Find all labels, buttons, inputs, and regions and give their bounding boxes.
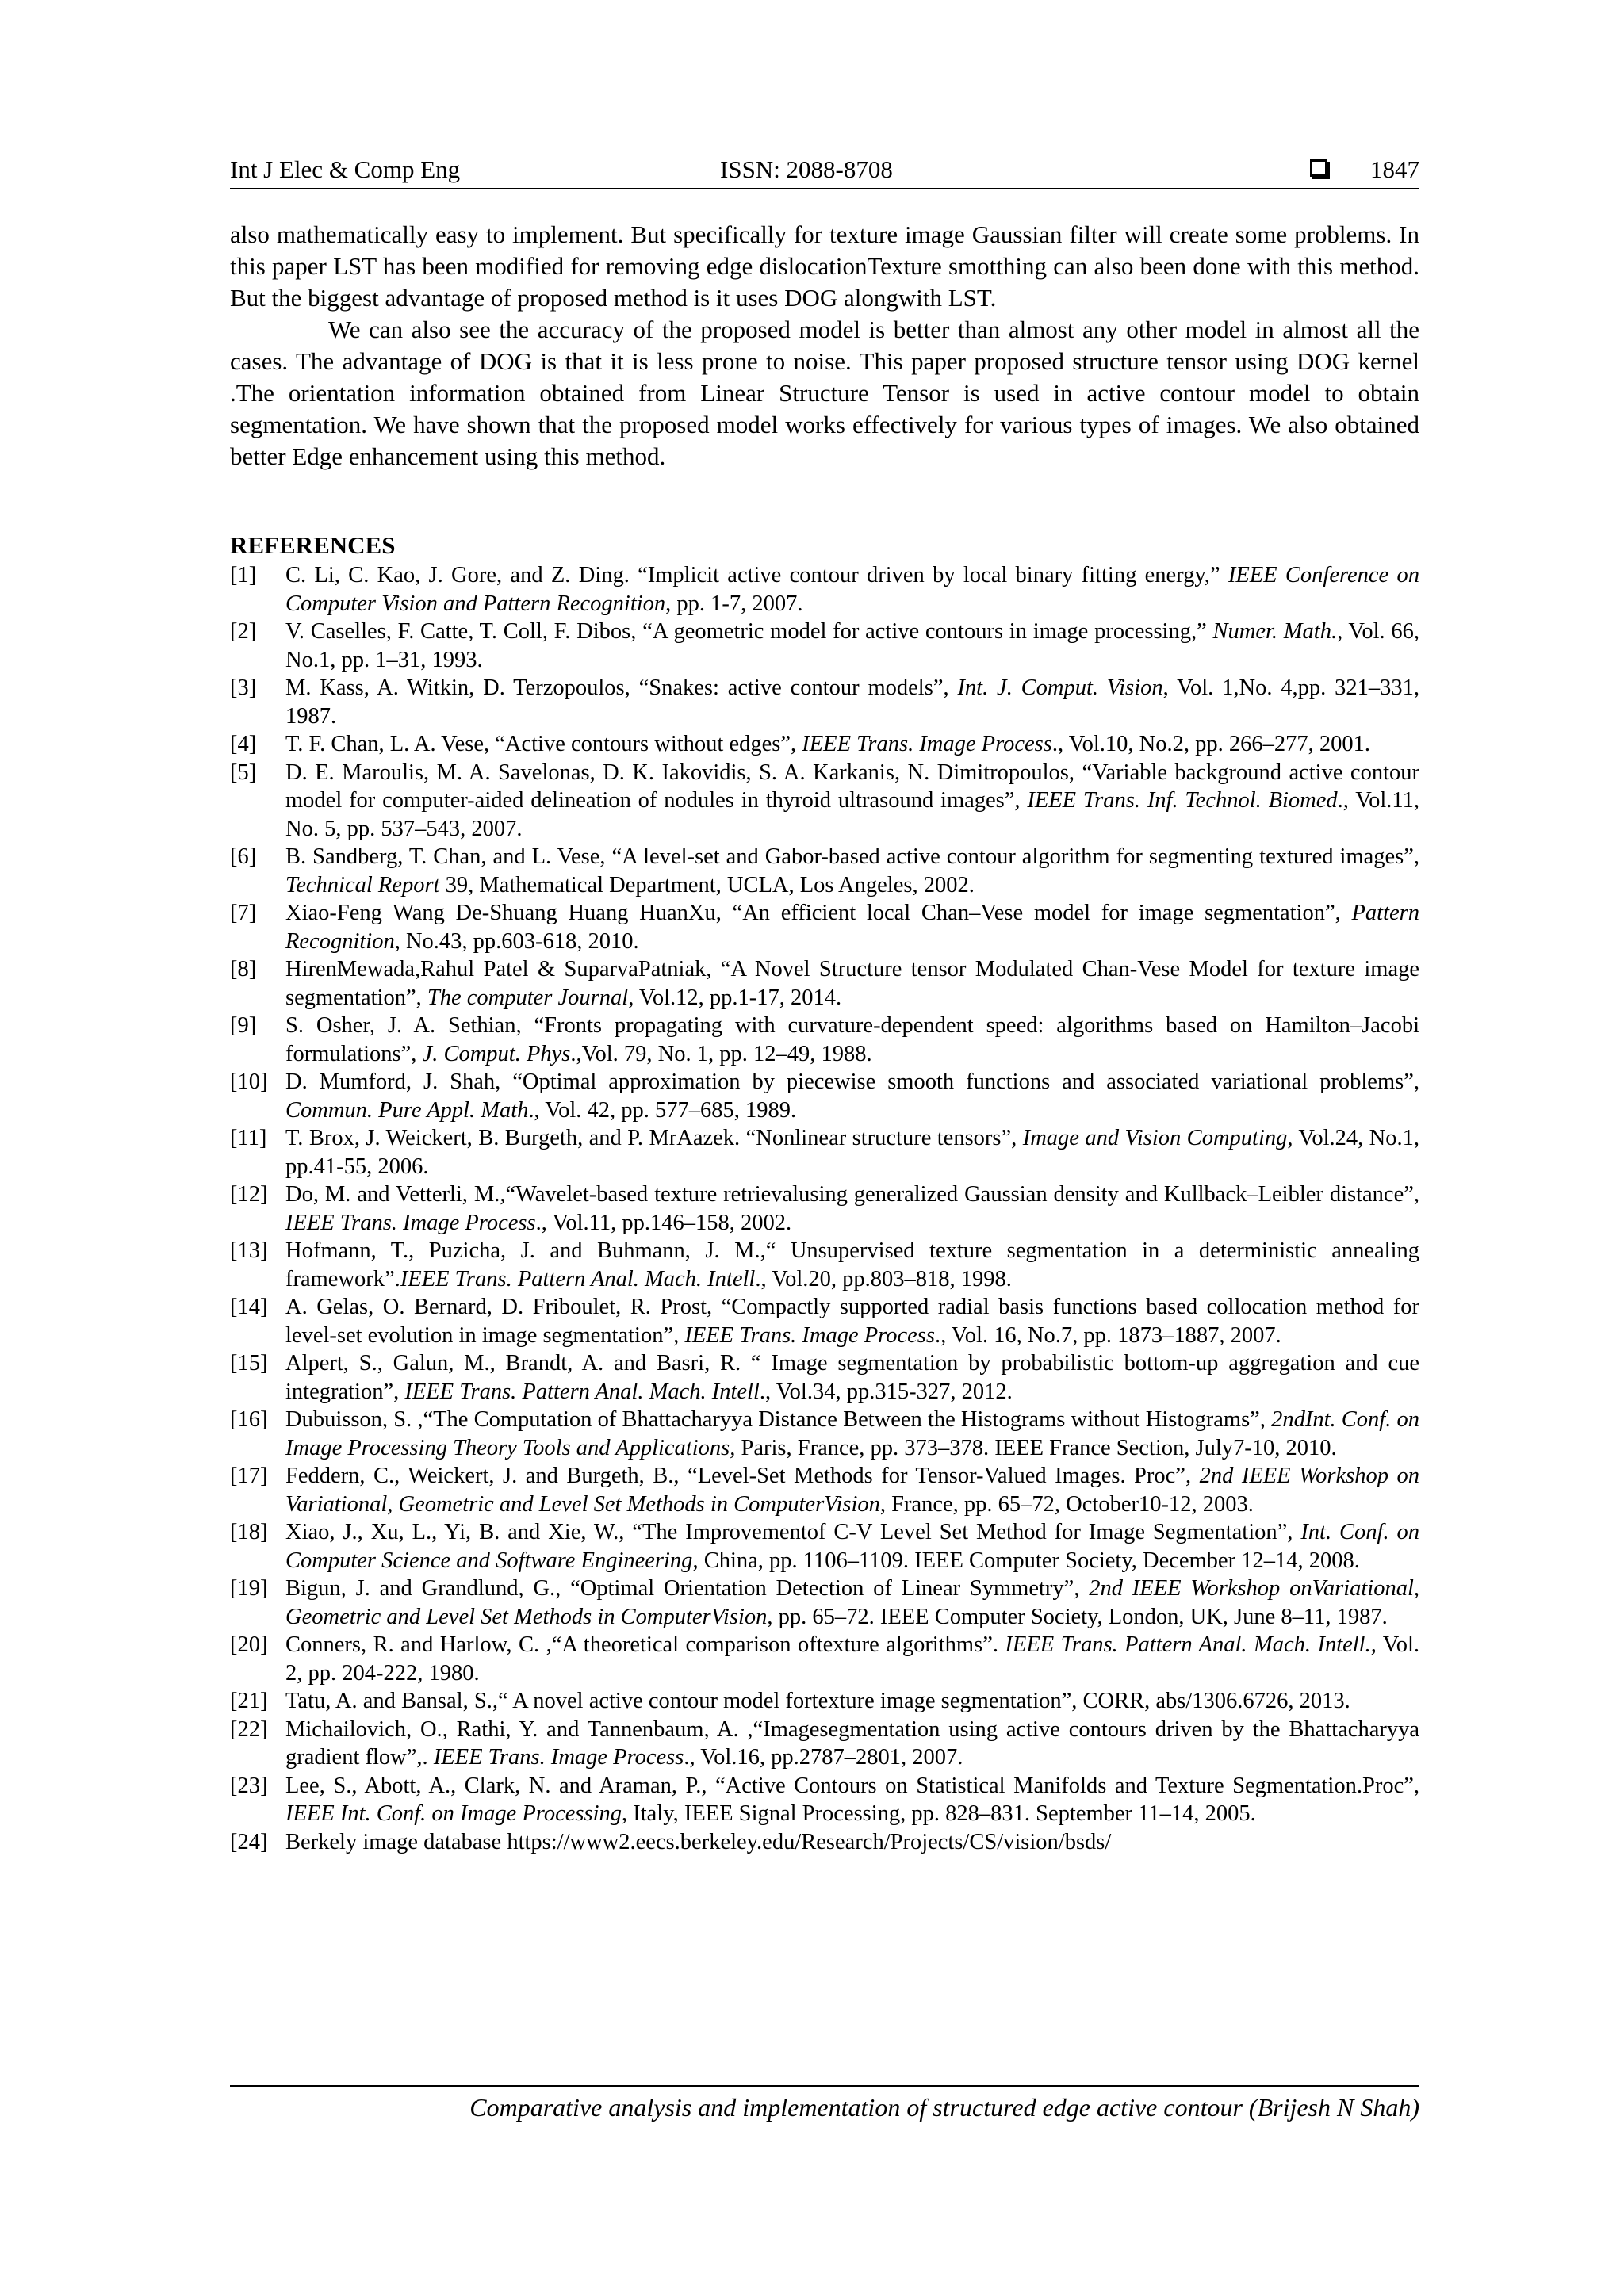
reference-segment: S. Osher, J. A. Sethian, “Fronts propagating with curvature-dependent speed: algorithms based on Hamilton–Jacobi formulations”, bbox=[285, 1013, 1419, 1066]
reference-venue: The computer Journal bbox=[427, 985, 629, 1010]
reference-item bbox=[230, 561, 1419, 618]
reference-segment: HirenMewada,Rahul Patel & SuparvaPatniak, “A Novel Structure tensor Modulated Chan-Vese Model for texture image segmentation”, bbox=[285, 957, 1419, 1010]
reference-text bbox=[285, 1687, 1419, 1716]
reference-item bbox=[230, 1237, 1419, 1293]
reference-item bbox=[230, 1462, 1419, 1518]
page-header bbox=[230, 152, 1419, 187]
reference-text bbox=[285, 1631, 1419, 1687]
body-paragraph: also mathematically easy to implement. But specifically for texture image Gaussian filter will create some problems. In this paper LST has been modified for removing edge dislocationTexture smotthing can also been done with this method. But the biggest advantage of proposed method is it uses DOG alongwith LST. bbox=[230, 220, 1419, 312]
reference-text bbox=[285, 1462, 1419, 1518]
reference-venue: Pattern Recognition bbox=[285, 901, 1419, 954]
reference-venue: Int. J. Comput. Vision bbox=[957, 675, 1163, 700]
reference-segment: A. Gelas, O. Bernard, D. Friboulet, R. Prost, “Compactly supported radial basis functions based collocation method for level-set evolution in image segmentation”, bbox=[285, 1295, 1419, 1348]
reference-item bbox=[230, 1828, 1419, 1857]
footer-rule bbox=[230, 2085, 1419, 2087]
reference-number: [24] bbox=[230, 1829, 268, 1854]
reference-segment: Xiao, J., Xu, L., Yi, B. and Xie, W., “The Improvementof C-V Level Set Method for Image Segmentation”, bbox=[285, 1520, 1301, 1544]
reference-number: [11] bbox=[230, 1126, 267, 1150]
reference-text bbox=[285, 1181, 1419, 1237]
reference-number: [17] bbox=[230, 1464, 268, 1488]
reference-segment: ., Vol.10, No.2, pp. 266–277, 2001. bbox=[1051, 732, 1370, 756]
reference-segment: , Vol.12, pp.1-17, 2014. bbox=[628, 985, 842, 1010]
running-footer: Comparative analysis and implementation of structured edge active contour (Brijesh N Shah) bbox=[469, 2093, 1419, 2122]
issn: ISSN: 2088-8708 bbox=[720, 155, 893, 183]
journal-name: Int J Elec & Comp Eng bbox=[230, 155, 461, 183]
reference-segment: V. Caselles, F. Catte, T. Coll, F. Dibos, “A geometric model for active contours in image processing,” bbox=[285, 619, 1213, 644]
reference-text bbox=[285, 1349, 1419, 1406]
reference-venue: IEEE Trans. Pattern Anal. Mach. Intell bbox=[400, 1266, 756, 1292]
reference-item bbox=[230, 1575, 1419, 1631]
reference-venue: IEEE Int. Conf. on Image Processing bbox=[285, 1801, 622, 1826]
reference-segment: Conners, R. and Harlow, C. ,“A theoretical comparison oftexture algorithms”. bbox=[285, 1632, 1005, 1657]
reference-text bbox=[285, 1716, 1419, 1772]
reference-item bbox=[230, 1068, 1419, 1124]
reference-number: [18] bbox=[230, 1520, 268, 1544]
reference-number: [12] bbox=[230, 1182, 268, 1207]
reference-text bbox=[285, 1518, 1419, 1575]
reference-number: [6] bbox=[230, 844, 257, 869]
reference-venue: 2ndInt. Conf. on Image Processing Theory Tools and Applications, bbox=[285, 1407, 1419, 1460]
reference-number: [22] bbox=[230, 1716, 268, 1742]
reference-segment: ., Vol.20, pp.803–818, 1998. bbox=[755, 1266, 1012, 1292]
reference-venue: Numer. Math. bbox=[1212, 619, 1338, 644]
references-heading: REFERENCES bbox=[230, 531, 396, 559]
reference-number: [4] bbox=[230, 732, 257, 756]
references-list bbox=[230, 561, 1419, 1856]
reference-segment: Do, M. and Vetterli, M.,“Wavelet-based texture retrievalusing generalized Gaussian density and Kullback–Leibler distance”, bbox=[285, 1182, 1419, 1207]
reference-item bbox=[230, 618, 1419, 674]
reference-segment: , No.43, pp.603-618, 2010. bbox=[394, 928, 639, 954]
reference-venue: 2nd IEEE Workshop onVariational, Geometric and Level Set Methods in ComputerVision bbox=[285, 1576, 1419, 1629]
reference-item bbox=[230, 1293, 1419, 1349]
reference-text bbox=[285, 1828, 1419, 1857]
reference-number: [5] bbox=[230, 760, 257, 785]
reference-text bbox=[285, 561, 1419, 618]
reference-segment: , Vol.24, No.1, pp.41-55, 2006. bbox=[285, 1126, 1419, 1179]
reference-venue: Image and Vision Computing bbox=[1022, 1126, 1288, 1150]
reference-segment: , pp. 65–72. IEEE Computer Society, London, UK, June 8–11, 1987. bbox=[767, 1604, 1388, 1629]
reference-item bbox=[230, 899, 1419, 955]
reference-number: [16] bbox=[230, 1407, 268, 1432]
reference-number: [19] bbox=[230, 1576, 268, 1601]
reference-text bbox=[285, 730, 1419, 759]
reference-segment: Paris, France, pp. 373–378. IEEE France Section, July7-10, 2010. bbox=[735, 1435, 1337, 1460]
reference-number: [8] bbox=[230, 957, 257, 982]
reference-segment: .,Vol. 79, No. 1, pp. 12–49, 1988. bbox=[570, 1041, 872, 1066]
reference-segment: ., Vol.11, No. 5, pp. 537–543, 2007. bbox=[285, 788, 1419, 841]
reference-number: [1] bbox=[230, 563, 257, 587]
reference-segment: , Vol. 1,No. 4,pp. 321–331, 1987. bbox=[285, 675, 1419, 729]
reference-venue: IEEE Trans. Pattern Anal. Mach. Intell bbox=[404, 1379, 760, 1404]
reference-item bbox=[230, 1349, 1419, 1406]
reference-segment: Vol. 2, pp. 204-222, 1980. bbox=[285, 1632, 1420, 1686]
reference-segment: ., Vol.16, pp.2787–2801, 2007. bbox=[684, 1745, 963, 1770]
reference-item bbox=[230, 1716, 1419, 1772]
reference-venue: IEEE Trans. Inf. Technol. Biomed bbox=[1027, 788, 1338, 813]
reference-item bbox=[230, 1631, 1419, 1687]
header-rule bbox=[230, 188, 1419, 189]
reference-item bbox=[230, 1124, 1419, 1181]
reference-item bbox=[230, 1687, 1419, 1716]
reference-segment: D. Mumford, J. Shah, “Optimal approximation by piecewise smooth functions and associated variational problems”, bbox=[285, 1070, 1419, 1094]
reference-number: [14] bbox=[230, 1295, 268, 1319]
reference-number: [2] bbox=[230, 619, 257, 644]
reference-text bbox=[285, 1237, 1419, 1293]
reference-text bbox=[285, 1575, 1419, 1631]
reference-segment: , France, pp. 65–72, October10-12, 2003. bbox=[879, 1491, 1254, 1517]
reference-venue: IEEE Trans. Image Process bbox=[285, 1210, 536, 1235]
reference-segment: ., Vol. 16, No.7, pp. 1873–1887, 2007. bbox=[934, 1322, 1281, 1348]
reference-segment: Lee, S., Abott, A., Clark, N. and Araman, P., “Active Contours on Statistical Manifolds and Texture Segmentation.Proc”, bbox=[285, 1773, 1419, 1798]
reference-item bbox=[230, 759, 1419, 844]
reference-segment: Bigun, J. and Grandlund, G., “Optimal Orientation Detection of Linear Symmetry”, bbox=[285, 1576, 1090, 1601]
reference-item bbox=[230, 1012, 1419, 1068]
reference-text bbox=[285, 843, 1419, 899]
reference-text bbox=[285, 1772, 1419, 1828]
reference-venue: Technical Report bbox=[285, 872, 440, 897]
reference-segment: Alpert, S., Galun, M., Brandt, A. and Basri, R. “ Image segmentation by probabilistic bottom-up aggregation and cue integration”, bbox=[285, 1351, 1419, 1404]
reference-number: [10] bbox=[230, 1070, 268, 1094]
reference-number: [9] bbox=[230, 1013, 257, 1038]
reference-text bbox=[285, 1124, 1419, 1181]
reference-venue: Int. Conf. on Computer Science and Software Engineering bbox=[285, 1520, 1419, 1573]
reference-venue: IEEE Trans. Pattern Anal. Mach. Intell., bbox=[1005, 1632, 1377, 1657]
reference-segment: Feddern, C., Weickert, J. and Burgeth, B., “Level-Set Methods for Tensor-Valued Images. Proc”, bbox=[285, 1464, 1200, 1488]
reference-number: [20] bbox=[230, 1632, 268, 1657]
reference-text bbox=[285, 1293, 1419, 1349]
reference-venue: J. Comput. Phys bbox=[422, 1041, 571, 1066]
reference-segment: Hofmann, T., Puzicha, J. and Buhmann, J. M.,“ Unsupervised texture segmentation in a deterministic annealing framework”. bbox=[285, 1238, 1419, 1292]
reference-segment: ., Vol.11, pp.146–158, 2002. bbox=[535, 1210, 792, 1235]
reference-item bbox=[230, 1772, 1419, 1828]
reference-text bbox=[285, 674, 1419, 730]
reference-text bbox=[285, 899, 1419, 955]
page-number: 1847 bbox=[1370, 155, 1419, 183]
reference-text bbox=[285, 1068, 1419, 1124]
reference-segment: T. F. Chan, L. A. Vese, “Active contours without edges”, bbox=[285, 732, 802, 756]
reference-item bbox=[230, 955, 1419, 1012]
reference-text bbox=[285, 618, 1419, 674]
body-paragraph: We can also see the accuracy of the proposed model is better than almost any other model in almost all the cases. The advantage of DOG is that it is less prone to noise. This paper proposed structure tensor using DOG kernel .The orientation information obtained from Linear Structure Tensor is used in active contour model to obtain segmentation. We have shown that the proposed model works effectively for various types of images. We also obtained better Edge enhancement using this method. bbox=[230, 316, 1419, 470]
reference-segment: Michailovich, O., Rathi, Y. and Tannenbaum, A. ,“Imagesegmentation using active contours driven by the Bhattacharyya gradient flow”,. bbox=[285, 1716, 1419, 1770]
reference-venue: 2nd IEEE Workshop on Variational, Geometric and Level Set Methods in ComputerVision bbox=[285, 1464, 1419, 1517]
reference-segment: D. E. Maroulis, M. A. Savelonas, D. K. Iakovidis, S. A. Karkanis, N. Dimitropoulos, “Variable background active contour model for computer-aided delineation of nodules in thyroid ultrasound images”, bbox=[285, 760, 1419, 813]
reference-segment: Xiao-Feng Wang De-Shuang Huang HuanXu, “An efficient local Chan–Vese model for image segmentation”, bbox=[285, 901, 1352, 925]
reference-number: [13] bbox=[230, 1238, 268, 1263]
reference-venue: IEEE Trans. Image Process bbox=[802, 732, 1052, 756]
reference-segment: ., Vol.34, pp.315-327, 2012. bbox=[759, 1379, 1013, 1404]
body-text bbox=[230, 219, 1419, 473]
reference-segment: T. Brox, J. Weickert, B. Burgeth, and P. MrAazek. “Nonlinear structure tensors”, bbox=[285, 1126, 1023, 1150]
reference-item bbox=[230, 843, 1419, 899]
box-icon bbox=[1310, 159, 1327, 177]
reference-item bbox=[230, 1518, 1419, 1575]
reference-segment: , Vol. 66, No.1, pp. 1–31, 1993. bbox=[285, 619, 1420, 672]
reference-segment: Berkely image database https://www2.eecs.berkeley.edu/Research/Projects/CS/vision/bsds/ bbox=[285, 1829, 1112, 1854]
reference-number: [3] bbox=[230, 675, 257, 700]
reference-venue: IEEE Trans. Image Process bbox=[684, 1322, 935, 1348]
reference-venue: Commun. Pure Appl. Math bbox=[285, 1097, 529, 1123]
reference-number: [21] bbox=[230, 1689, 268, 1713]
reference-text bbox=[285, 759, 1419, 844]
reference-item bbox=[230, 674, 1419, 730]
reference-segment: Dubuisson, S. ,“The Computation of Bhattacharyya Distance Between the Histograms without Histograms”, bbox=[285, 1407, 1272, 1432]
reference-item bbox=[230, 1406, 1419, 1462]
reference-item bbox=[230, 730, 1419, 759]
reference-segment: C. Li, C. Kao, J. Gore, and Z. Ding. “Implicit active contour driven by local binary fitting energy,” bbox=[285, 563, 1228, 587]
reference-segment: M. Kass, A. Witkin, D. Terzopoulos, “Snakes: active contour models”, bbox=[285, 675, 958, 700]
reference-text bbox=[285, 1012, 1419, 1068]
reference-venue: IEEE Conference on Computer Vision and Pattern Recognition bbox=[285, 563, 1419, 616]
reference-number: [7] bbox=[230, 901, 257, 925]
reference-segment: ., Vol. 42, pp. 577–685, 1989. bbox=[528, 1097, 797, 1123]
reference-segment: , pp. 1-7, 2007. bbox=[665, 591, 803, 616]
reference-segment: , Italy, IEEE Signal Processing, pp. 828–831. September 11–14, 2005. bbox=[622, 1801, 1256, 1826]
reference-text bbox=[285, 955, 1419, 1012]
reference-segment: B. Sandberg, T. Chan, and L. Vese, “A level-set and Gabor-based active contour algorithm for segmenting textured images”, bbox=[285, 844, 1419, 869]
reference-venue: IEEE Trans. Image Process bbox=[433, 1745, 684, 1770]
reference-number: [15] bbox=[230, 1351, 268, 1376]
reference-segment: Tatu, A. and Bansal, S.,“ A novel active contour model fortexture image segmentation”, CORR, abs/1306.6726, 2013. bbox=[285, 1689, 1350, 1713]
reference-text bbox=[285, 1406, 1419, 1462]
reference-item bbox=[230, 1181, 1419, 1237]
reference-segment: 39, Mathematical Department, UCLA, Los Angeles, 2002. bbox=[439, 872, 975, 897]
reference-segment: , China, pp. 1106–1109. IEEE Computer Society, December 12–14, 2008. bbox=[692, 1548, 1360, 1573]
reference-number: [23] bbox=[230, 1773, 268, 1798]
